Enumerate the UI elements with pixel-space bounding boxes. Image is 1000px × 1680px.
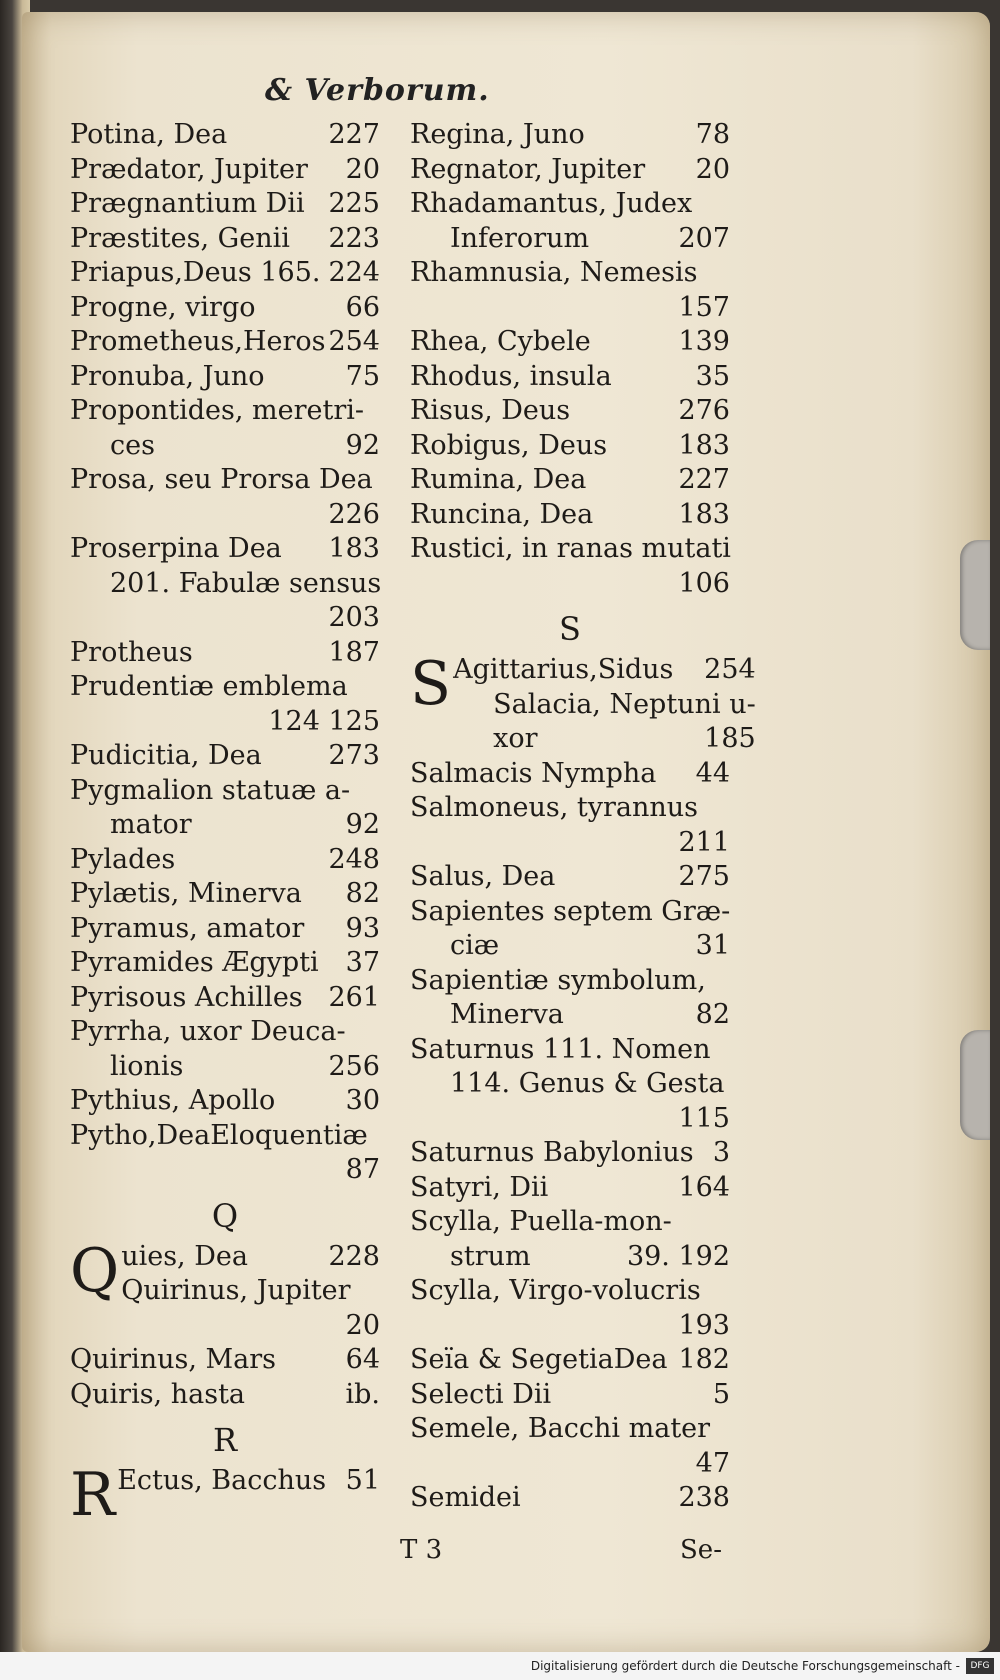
index-entry: [70, 912, 380, 947]
entry-page: 75: [345, 360, 380, 392]
entry-term: Semidei: [410, 1482, 521, 1513]
entry-page: 87: [345, 1154, 380, 1185]
index-entry: [410, 222, 730, 257]
entry-term: 201. Fabulæ sensus: [110, 567, 382, 599]
entry-term: Satyri, Dii: [410, 1171, 549, 1203]
entry-term: Rumina, Dea: [410, 464, 587, 495]
index-entry: [410, 1274, 730, 1309]
index-entry: [70, 498, 380, 533]
entry-page: 30: [345, 1085, 380, 1116]
entry-term: Quirinus, Jupiter: [121, 1275, 351, 1306]
dfg-logo: DFG: [966, 1658, 994, 1674]
entry-term: Ectus, Bacchus: [117, 1465, 327, 1496]
entry-term: Rustici, in ranas mutati: [410, 533, 731, 564]
entry-page: 226: [328, 498, 380, 530]
index-entry: [410, 1343, 730, 1378]
entry-term: Pygmalion statuæ a-: [70, 774, 351, 806]
index-entry: [70, 843, 380, 878]
entry-term: Rhadamantus, Judex: [410, 188, 693, 219]
entry-term: lionis: [110, 1050, 184, 1082]
entry-page: 5: [712, 1378, 730, 1410]
index-entry: [410, 187, 730, 222]
entry-term: Pronuba, Juno: [70, 360, 265, 392]
entry-term: Risus, Deus: [410, 395, 571, 426]
entry-page: 20: [695, 153, 730, 185]
entry-page: 238: [678, 1482, 730, 1513]
index-entry: [70, 187, 380, 222]
entry-page: 207: [678, 222, 730, 254]
r-entries: [117, 1464, 380, 1499]
entry-page: 31: [695, 930, 730, 961]
index-entry: [70, 877, 380, 912]
entry-term: Pyramides Ægypti: [70, 947, 319, 978]
entry-page: 183: [328, 533, 380, 564]
entry-term: Proserpina Dea: [70, 533, 282, 564]
index-entry: [70, 670, 380, 705]
entry-term: Salmacis Nympha: [410, 757, 657, 789]
entry-page: 254: [328, 326, 380, 357]
s-section: [410, 649, 756, 757]
index-entry: [410, 998, 730, 1033]
entry-page: 183: [678, 498, 730, 530]
credit-text: Digitalisierung gefördert durch die Deutsche Forschungsgemeinschaft -: [530, 1659, 960, 1673]
index-entry: [410, 757, 730, 792]
s-entries-head: [453, 653, 756, 757]
entry-term: Quiris, hasta: [70, 1378, 246, 1410]
entry-term: Prosa, seu Prorsa Dea: [70, 464, 373, 495]
index-entry: [410, 860, 730, 895]
entry-page: 185: [704, 723, 756, 754]
entry-term: Agittarius,Sidus: [453, 654, 674, 685]
entry-term: Quirinus, Mars: [70, 1344, 277, 1375]
entry-page: 124 125: [268, 705, 380, 737]
index-entry: [410, 791, 730, 826]
entry-term: Minerva: [450, 999, 564, 1030]
left-entries: [70, 118, 380, 1188]
index-entry: [410, 1171, 730, 1206]
left-column: [70, 118, 382, 1530]
index-entry: [410, 291, 730, 326]
entry-term: Salus, Dea: [410, 861, 556, 892]
entry-page: 157: [678, 291, 730, 323]
entry-term: Regnator, Jupiter: [410, 153, 646, 185]
entry-term: Rhea, Cybele: [410, 326, 591, 357]
entry-term: Salmoneus, tyrannus: [410, 792, 698, 823]
index-entry: [410, 964, 730, 999]
index-entry: [453, 653, 756, 688]
entry-term: Rhodus, insula: [410, 360, 612, 392]
entry-term: Selecti Dii: [410, 1378, 552, 1410]
index-entry: [410, 1033, 730, 1068]
s-entries: [410, 757, 730, 1516]
index-entry: [70, 291, 380, 326]
section-letter-r: R: [212, 1421, 238, 1459]
entry-page: 44: [695, 757, 730, 789]
entry-page: 275: [678, 861, 730, 892]
entry-page: 227: [678, 464, 730, 495]
entry-page: 256: [328, 1050, 380, 1082]
index-entry: [410, 826, 730, 861]
entry-page: 261: [328, 981, 380, 1013]
entry-page: 20: [345, 153, 380, 185]
index-entry: [117, 1464, 380, 1499]
index-entry: [70, 636, 380, 671]
index-entry: [121, 1240, 380, 1275]
index-entry: [70, 705, 380, 740]
r-section: [70, 1460, 380, 1530]
entry-page: 35: [695, 360, 730, 392]
entry-page: 3: [712, 1137, 730, 1168]
index-entry: [410, 498, 730, 533]
signature-mark: T 3: [400, 1535, 443, 1565]
index-entry: [70, 774, 380, 809]
entry-term: Pylades: [70, 843, 176, 875]
clasp-tab-lower: [960, 1030, 990, 1140]
index-entry: [70, 118, 380, 153]
entry-term: Prometheus,Heros: [70, 326, 326, 357]
q-entries: [121, 1240, 380, 1344]
index-entry: [70, 360, 380, 395]
entry-term: Protheus: [70, 636, 193, 668]
index-entry: [410, 394, 730, 429]
section-letter-s: S: [559, 610, 581, 648]
entry-term: Potina, Dea: [70, 119, 228, 150]
entry-page: 228: [328, 1240, 380, 1272]
index-entry: [410, 153, 730, 188]
entry-page: 254: [704, 654, 756, 685]
entry-term: Regina, Juno: [410, 119, 585, 150]
index-entry: [410, 1309, 730, 1344]
entry-term: Saturnus 111. Nomen: [410, 1033, 711, 1065]
index-entry: [70, 739, 380, 774]
index-entry: [70, 1084, 380, 1119]
index-entry: [70, 463, 380, 498]
entry-page: 82: [695, 999, 730, 1030]
entry-term: 114. Genus & Gesta: [450, 1068, 725, 1099]
entry-term: strum: [450, 1240, 531, 1272]
drop-cap-r: R: [70, 1460, 116, 1530]
entry-page: 164: [678, 1171, 730, 1203]
entry-term: Saturnus Babylonius: [410, 1137, 694, 1168]
entry-page: 203: [328, 602, 380, 633]
entry-page: 224: [328, 257, 380, 288]
entry-page: 92: [345, 429, 380, 461]
index-entry: [453, 722, 756, 757]
index-entry: [410, 1205, 730, 1240]
entry-page: 92: [345, 809, 380, 840]
index-entry: [70, 532, 380, 567]
entry-term: Semele, Bacchi mater: [410, 1413, 711, 1444]
index-entry: [70, 1153, 380, 1188]
entry-term: Pythius, Apollo: [70, 1085, 276, 1116]
entry-page: 276: [678, 395, 730, 426]
drop-cap-s: S: [410, 649, 452, 719]
index-entry: [410, 1102, 730, 1137]
section-letter-q: Q: [211, 1196, 239, 1235]
entry-term: Pudicitia, Dea: [70, 740, 262, 771]
index-entry: [70, 1050, 380, 1085]
index-entry: [410, 895, 730, 930]
index-entry: [410, 1067, 730, 1102]
index-entry: [410, 1136, 730, 1171]
entry-term: Scylla, Puella-mon-: [410, 1206, 672, 1237]
entry-term: Præstites, Genii: [70, 222, 290, 254]
index-entry: [410, 1240, 730, 1275]
entry-term: Sapientiæ symbolum,: [410, 964, 706, 996]
entry-page: 248: [328, 843, 380, 875]
index-entry: [410, 1378, 730, 1413]
index-entry: [410, 463, 730, 498]
entry-term: uies, Dea: [121, 1240, 248, 1272]
index-entry: [410, 1447, 730, 1482]
entry-term: Prædator, Jupiter: [70, 153, 308, 185]
entry-page: 273: [328, 740, 380, 771]
index-entry: [410, 1481, 730, 1516]
entry-term: xor: [493, 723, 538, 754]
index-entry: [70, 222, 380, 257]
index-entry: [410, 1412, 730, 1447]
index-entry: [70, 981, 380, 1016]
index-entry: [70, 1343, 380, 1378]
entry-page: 211: [678, 826, 730, 858]
entry-page: 182: [678, 1344, 730, 1375]
entry-term: Pyramus, amator: [70, 912, 305, 944]
entry-term: Prægnantium Dii: [70, 188, 305, 219]
entry-page: 66: [345, 291, 380, 323]
entry-page: 187: [328, 636, 380, 668]
entry-page: 139: [678, 326, 730, 357]
entry-term: mator: [110, 809, 192, 840]
index-entry: [70, 153, 380, 188]
index-entry: [410, 532, 730, 567]
entry-term: Rhamnusia, Nemesis: [410, 257, 698, 288]
entry-page: 51: [345, 1465, 380, 1496]
catchword: Se-: [680, 1535, 722, 1565]
index-entry: [410, 118, 730, 153]
running-header: & Verborum.: [265, 73, 490, 108]
entry-term: Prudentiæ emblema: [70, 671, 348, 702]
index-entry: [70, 325, 380, 360]
digitization-credit: [0, 1652, 1000, 1680]
entry-term: ces: [110, 429, 155, 461]
entry-term: Priapus,Deus 165.: [70, 257, 321, 288]
entry-term: Seïa & SegetiaDea: [410, 1344, 668, 1375]
entry-page: 227: [328, 119, 380, 150]
entry-page: 39. 192: [626, 1240, 730, 1272]
entry-page: 115: [678, 1102, 730, 1134]
index-entry: [70, 429, 380, 464]
index-entry: [410, 360, 730, 395]
index-entry: [410, 325, 730, 360]
index-entry: [70, 1378, 380, 1413]
entry-page: 193: [678, 1309, 730, 1341]
index-entry: [410, 929, 730, 964]
index-entry: [453, 688, 756, 723]
index-entry: [410, 256, 730, 291]
index-entry: [410, 429, 730, 464]
entry-page: 223: [328, 222, 380, 254]
entry-page: 93: [345, 912, 380, 944]
entry-term: Pytho,DeaEloquentiæ: [70, 1119, 368, 1151]
entry-page: 78: [695, 119, 730, 150]
entry-term: Salacia, Neptuni u-: [493, 688, 756, 720]
entry-term: Inferorum: [450, 222, 590, 254]
q-entries-tail: [70, 1343, 380, 1412]
index-entry: [70, 1119, 380, 1154]
entry-page: 106: [678, 567, 730, 599]
index-entry: [70, 946, 380, 981]
entry-page: 20: [345, 1309, 380, 1341]
entry-term: Pyrisous Achilles: [70, 981, 303, 1013]
index-entry: [121, 1309, 380, 1344]
entry-page: 82: [345, 878, 380, 909]
clasp-tab-upper: [960, 540, 990, 650]
entry-term: Progne, virgo: [70, 291, 256, 323]
entry-term: ciæ: [450, 930, 500, 961]
entry-term: Scylla, Virgo-volucris: [410, 1275, 701, 1306]
index-entry: [70, 567, 380, 602]
right-entries: [410, 118, 730, 601]
index-entry: [70, 808, 380, 843]
entry-page: 37: [345, 947, 380, 978]
index-entry: [70, 256, 380, 291]
index-entry: [70, 394, 380, 429]
entry-page: ib.: [345, 1378, 380, 1410]
index-entry: [70, 601, 380, 636]
entry-term: Robigus, Deus: [410, 429, 608, 461]
entry-page: 225: [328, 188, 380, 219]
entry-term: Runcina, Dea: [410, 498, 594, 530]
entry-term: Pylætis, Minerva: [70, 878, 302, 909]
index-entry: [121, 1274, 380, 1309]
right-column: [410, 118, 756, 1516]
entry-term: Sapientes septem Græ-: [410, 895, 731, 927]
drop-cap-q: Q: [70, 1235, 120, 1306]
index-entry: [70, 1015, 380, 1050]
entry-page: 183: [678, 429, 730, 461]
entry-page: 64: [345, 1344, 380, 1375]
index-entry: [410, 567, 730, 602]
entry-term: Propontides, meretri-: [70, 395, 365, 426]
q-section: [70, 1235, 380, 1344]
entry-page: 47: [695, 1447, 730, 1479]
entry-term: Pyrrha, uxor Deuca-: [70, 1016, 346, 1047]
